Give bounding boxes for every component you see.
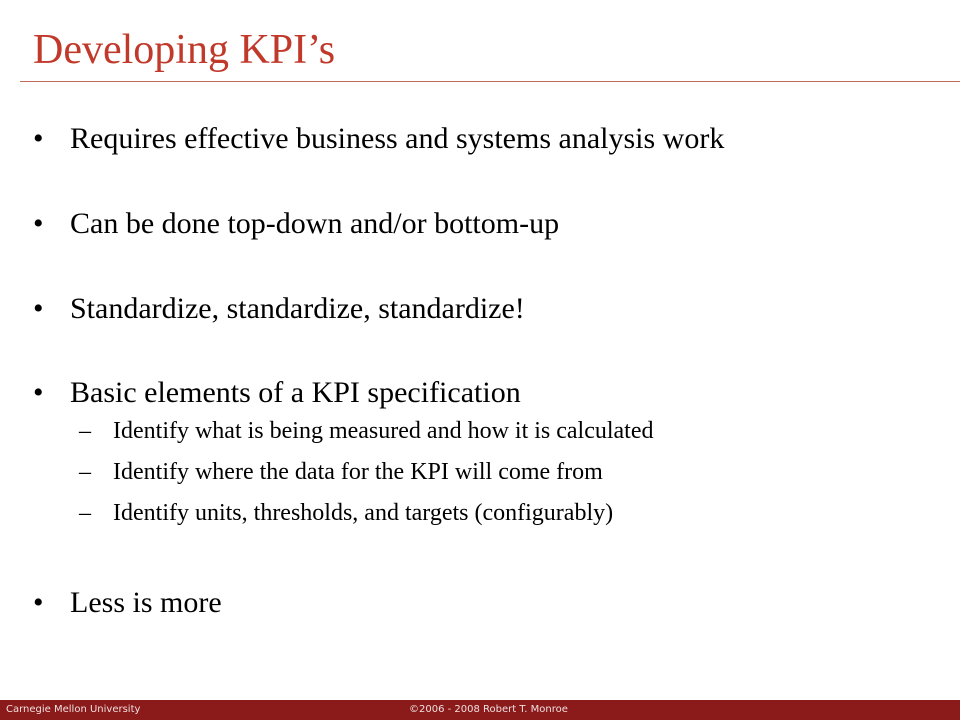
bullet-text: Can be done top-down and/or bottom-up (70, 207, 560, 240)
sub-bullet-marker: – (79, 500, 91, 526)
sub-bullet-text: Identify what is being measured and how it is calculated (113, 418, 654, 444)
bullet-text: Basic elements of a KPI specification (70, 376, 521, 409)
sub-bullet-text: Identify where the data for the KPI will come from (113, 459, 603, 485)
sub-bullet-marker: – (79, 418, 91, 444)
sub-bullet-marker: – (79, 459, 91, 485)
bullet-marker: • (33, 586, 44, 619)
bullet-marker: • (33, 376, 44, 409)
footer-bar (0, 700, 960, 720)
bullet-marker: • (33, 292, 44, 325)
bullet-text: Standardize, standardize, standardize! (70, 292, 525, 325)
bullet-text: Requires effective business and systems analysis work (70, 122, 725, 155)
footer-copyright: ©2006 - 2008 Robert T. Monroe (409, 704, 568, 715)
bullet-marker: • (33, 122, 44, 155)
bullet-text: Less is more (70, 586, 222, 619)
footer-institution: Carnegie Mellon University (6, 704, 141, 715)
slide-title: Developing KPI’s (33, 27, 336, 73)
sub-bullet-text: Identify units, thresholds, and targets (configurably) (113, 500, 614, 526)
bullet-marker: • (33, 207, 44, 240)
